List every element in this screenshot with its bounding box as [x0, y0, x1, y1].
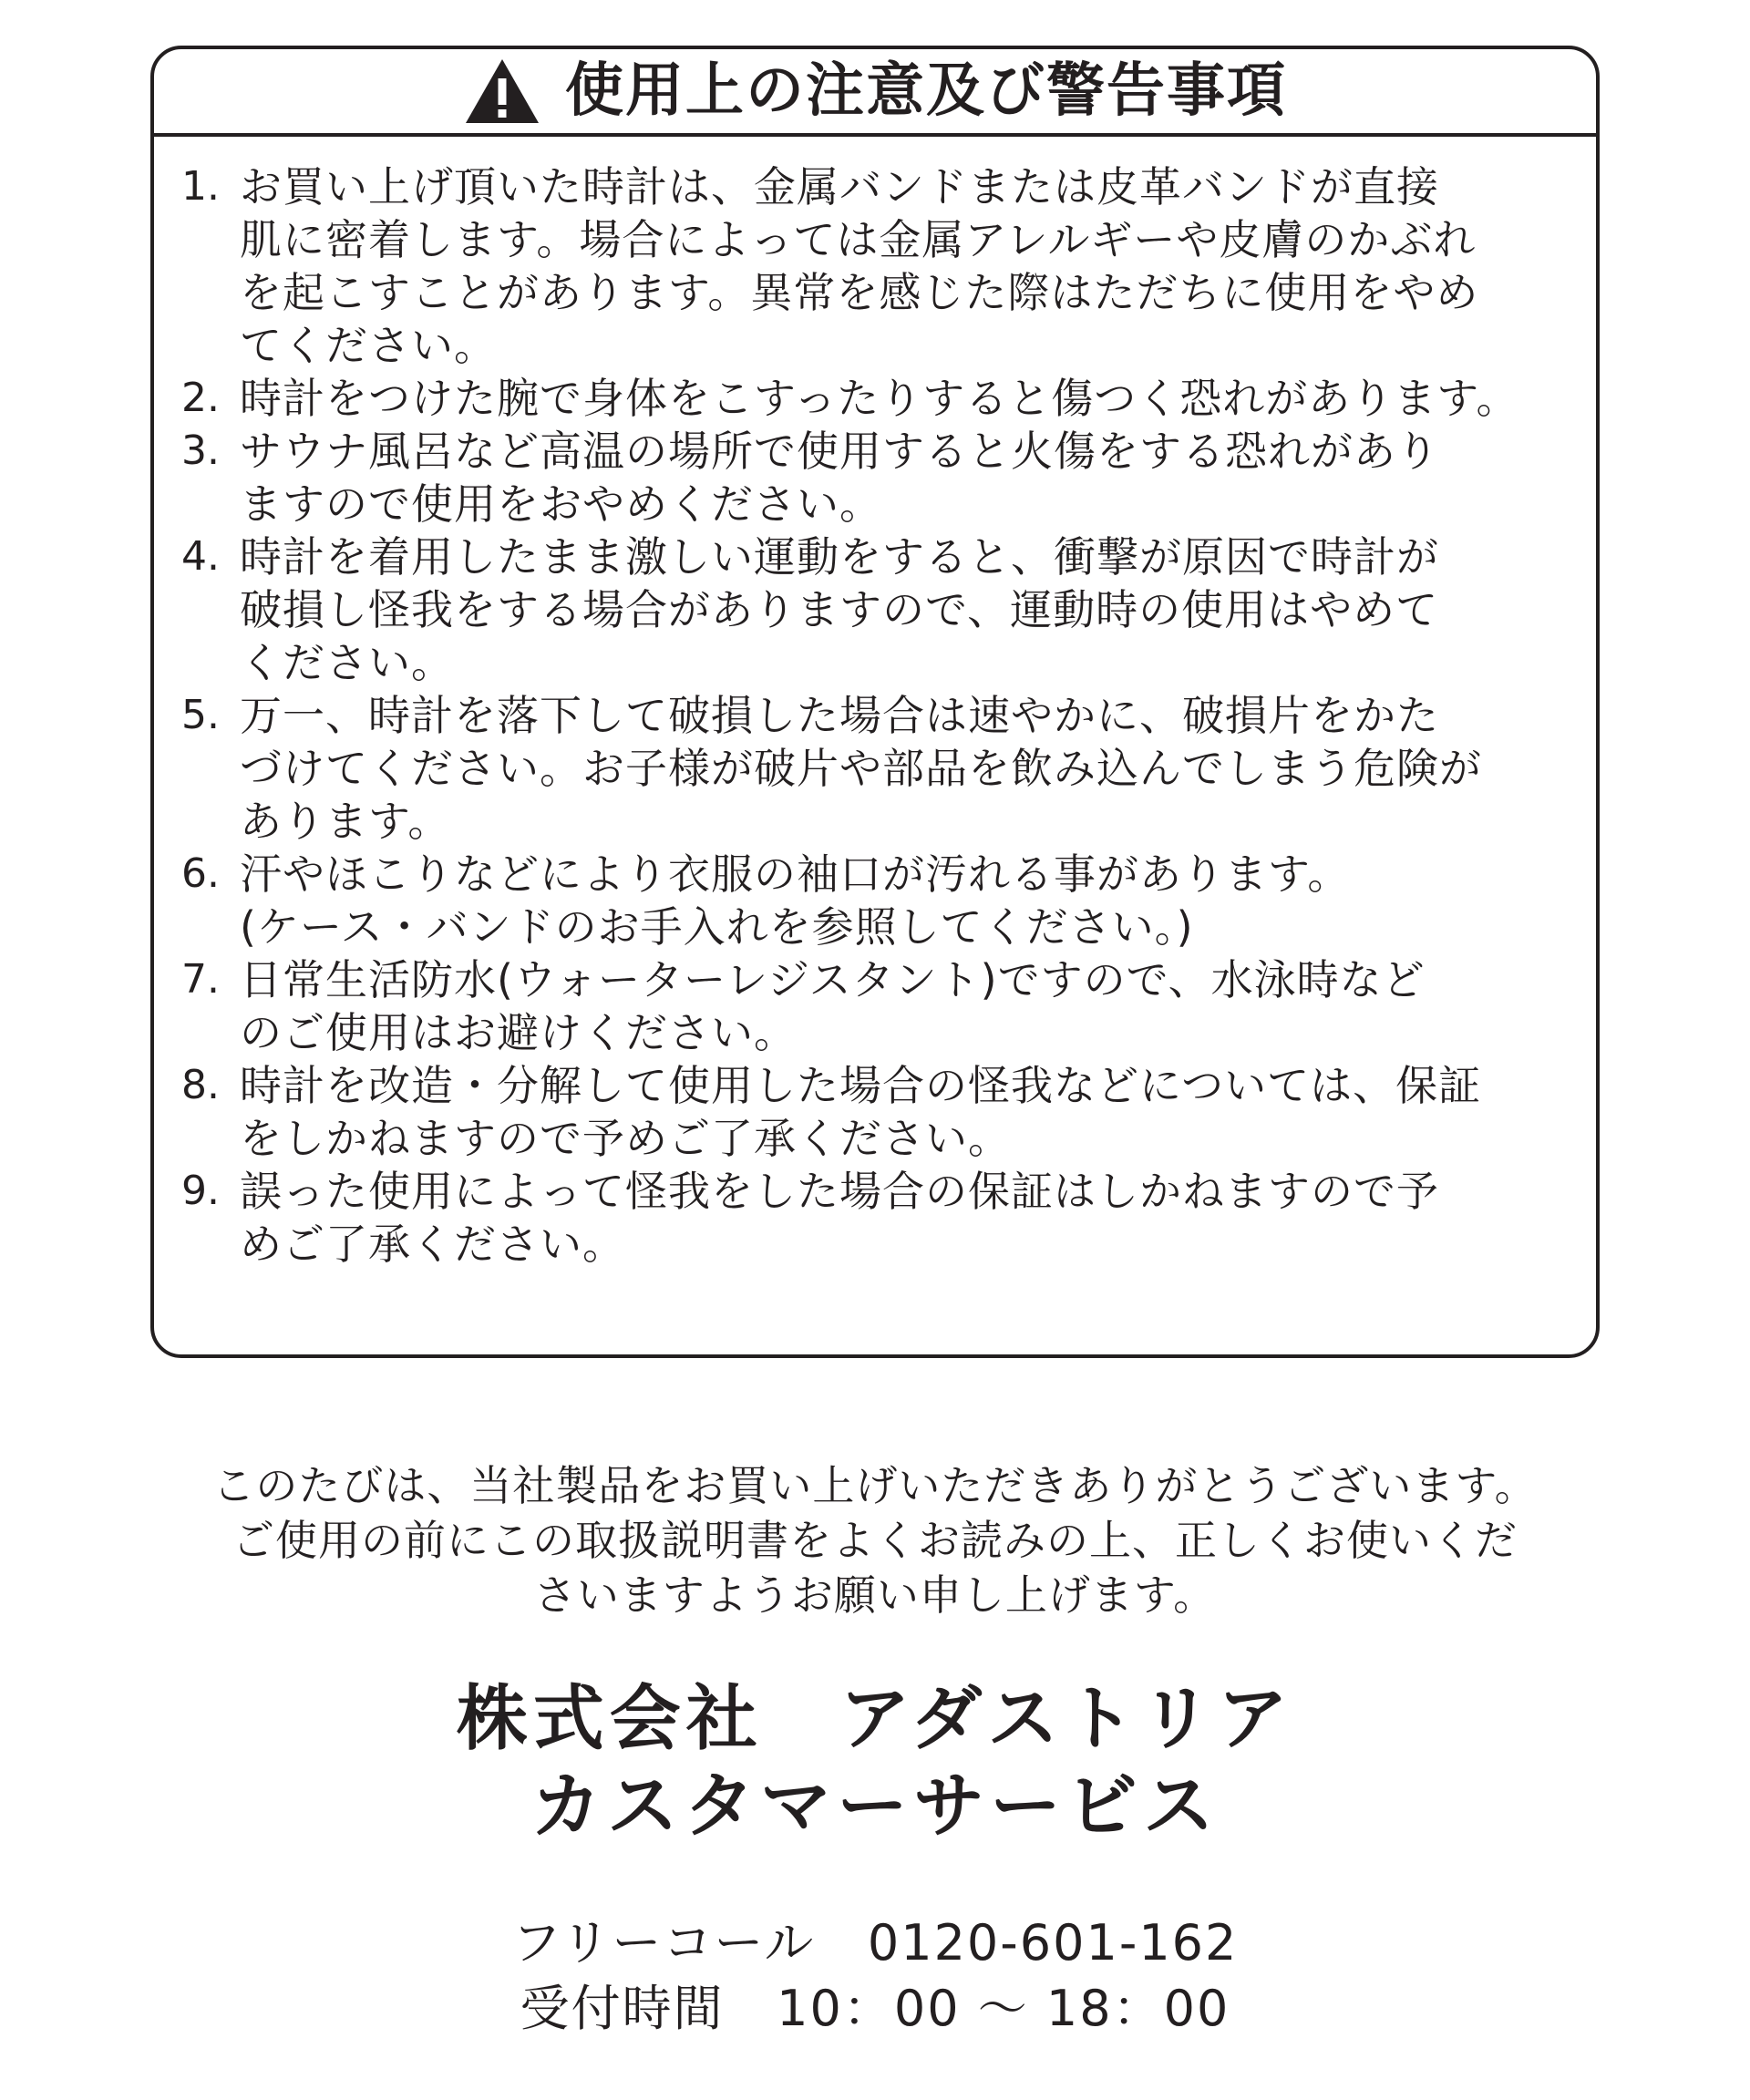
item-text [240, 1165, 1578, 1271]
warning-item [169, 372, 1578, 425]
contact-block [0, 1910, 1750, 2042]
item-line: のご使用はお避けください。 [240, 1008, 797, 1057]
item-number: 5. [181, 692, 220, 738]
item-line: (ケース・バンドのお手入れを参照してください。) [240, 902, 1194, 952]
item-line: めご了承ください。 [240, 1220, 625, 1269]
item-line: ください。 [240, 638, 454, 687]
item-number: 1. [181, 163, 220, 210]
item-number: 3. [181, 427, 220, 474]
item-number: 7. [181, 956, 220, 1003]
item-text [240, 372, 1578, 425]
item-line: 時計を改造・分解して使用した場合の怪我などについては、保証 [240, 1061, 1482, 1110]
intro-line: このたびは、当社製品をお買い上げいただきありがとうございます。 [212, 1461, 1538, 1510]
warning-header [154, 49, 1596, 137]
warning-item [169, 160, 1578, 372]
intro-line: ご使用の前にこの取扱説明書をよくお読みの上、正しくお使いくだ [232, 1516, 1518, 1565]
item-text [240, 848, 1578, 953]
item-text [240, 689, 1578, 848]
item-text [240, 530, 1578, 689]
item-line: サウナ風呂など高温の場所で使用すると火傷をする恐れがあり [240, 427, 1439, 476]
item-line: ますので使用をおやめください。 [240, 479, 882, 529]
company-block [0, 1675, 1750, 1850]
phone-line [0, 1910, 1750, 1976]
warning-item [169, 848, 1578, 953]
item-text [240, 425, 1578, 530]
warning-item [169, 1165, 1578, 1271]
warning-item [169, 689, 1578, 848]
item-number: 6. [181, 850, 220, 897]
item-line: 時計をつけた腕で身体をこすったりすると傷つく恐れがあります。 [240, 374, 1519, 423]
item-line: を起こすことがあります。異常を感じた際はただちに使用をやめ [240, 268, 1479, 317]
item-number: 2. [181, 375, 220, 421]
warning-triangle-icon [463, 57, 541, 126]
item-number: 8. [181, 1062, 220, 1108]
intro-paragraph [0, 1458, 1750, 1622]
phone-number: 0120-601-162 [867, 1914, 1239, 1971]
warning-list [154, 137, 1596, 1271]
company-name: 株式会社 アダストリア [456, 1678, 1294, 1760]
warning-item [169, 1059, 1578, 1165]
item-line: 破損し怪我をする場合がありますので、運動時の使用はやめて [240, 585, 1439, 634]
company-department: カスタマーサービス [530, 1765, 1220, 1848]
item-number: 4. [181, 533, 220, 580]
item-line: をしかねますので予めご了承ください。 [240, 1114, 1011, 1163]
item-line: あります。 [240, 797, 451, 846]
item-line: 誤った使用によって怪我をした場合の保証はしかねますので予 [240, 1167, 1439, 1216]
item-text [240, 1059, 1578, 1165]
hours-value: 10：00 〜 18：00 [777, 1980, 1230, 2037]
warning-item [169, 425, 1578, 530]
hours-label: 受付時間 [520, 1980, 725, 2037]
phone-label: フリーコール [511, 1914, 816, 1971]
item-number: 9. [181, 1168, 220, 1214]
hours-line [0, 1976, 1750, 2042]
item-line: お買い上げ頂いた時計は、金属バンドまたは皮革バンドが直接 [240, 162, 1439, 211]
intro-line: さいますようお願い申し上げます。 [533, 1570, 1217, 1620]
item-line: 時計を着用したまま激しい運動をすると、衝撃が原因で時計が [240, 532, 1439, 582]
warning-box [150, 46, 1600, 1358]
warning-title: 使用上の注意及び警告事項 [565, 57, 1287, 125]
item-line: 肌に密着します。場合によっては金属アレルギーや皮膚のかぶれ [240, 215, 1477, 264]
item-line: 日常生活防水(ウォーターレジスタント)ですので、水泳時など [240, 955, 1426, 1004]
warning-item [169, 530, 1578, 689]
item-text [240, 160, 1578, 372]
item-line: てください。 [240, 321, 497, 370]
warning-item [169, 953, 1578, 1059]
item-text [240, 953, 1578, 1059]
item-line: づけてください。お子様が破片や部品を飲み込んでしまう危険が [240, 744, 1482, 793]
item-line: 汗やほこりなどにより衣服の袖口が汚れる事があります。 [240, 849, 1351, 899]
item-line: 万一、時計を落下して破損した場合は速やかに、破損片をかた [240, 691, 1439, 740]
